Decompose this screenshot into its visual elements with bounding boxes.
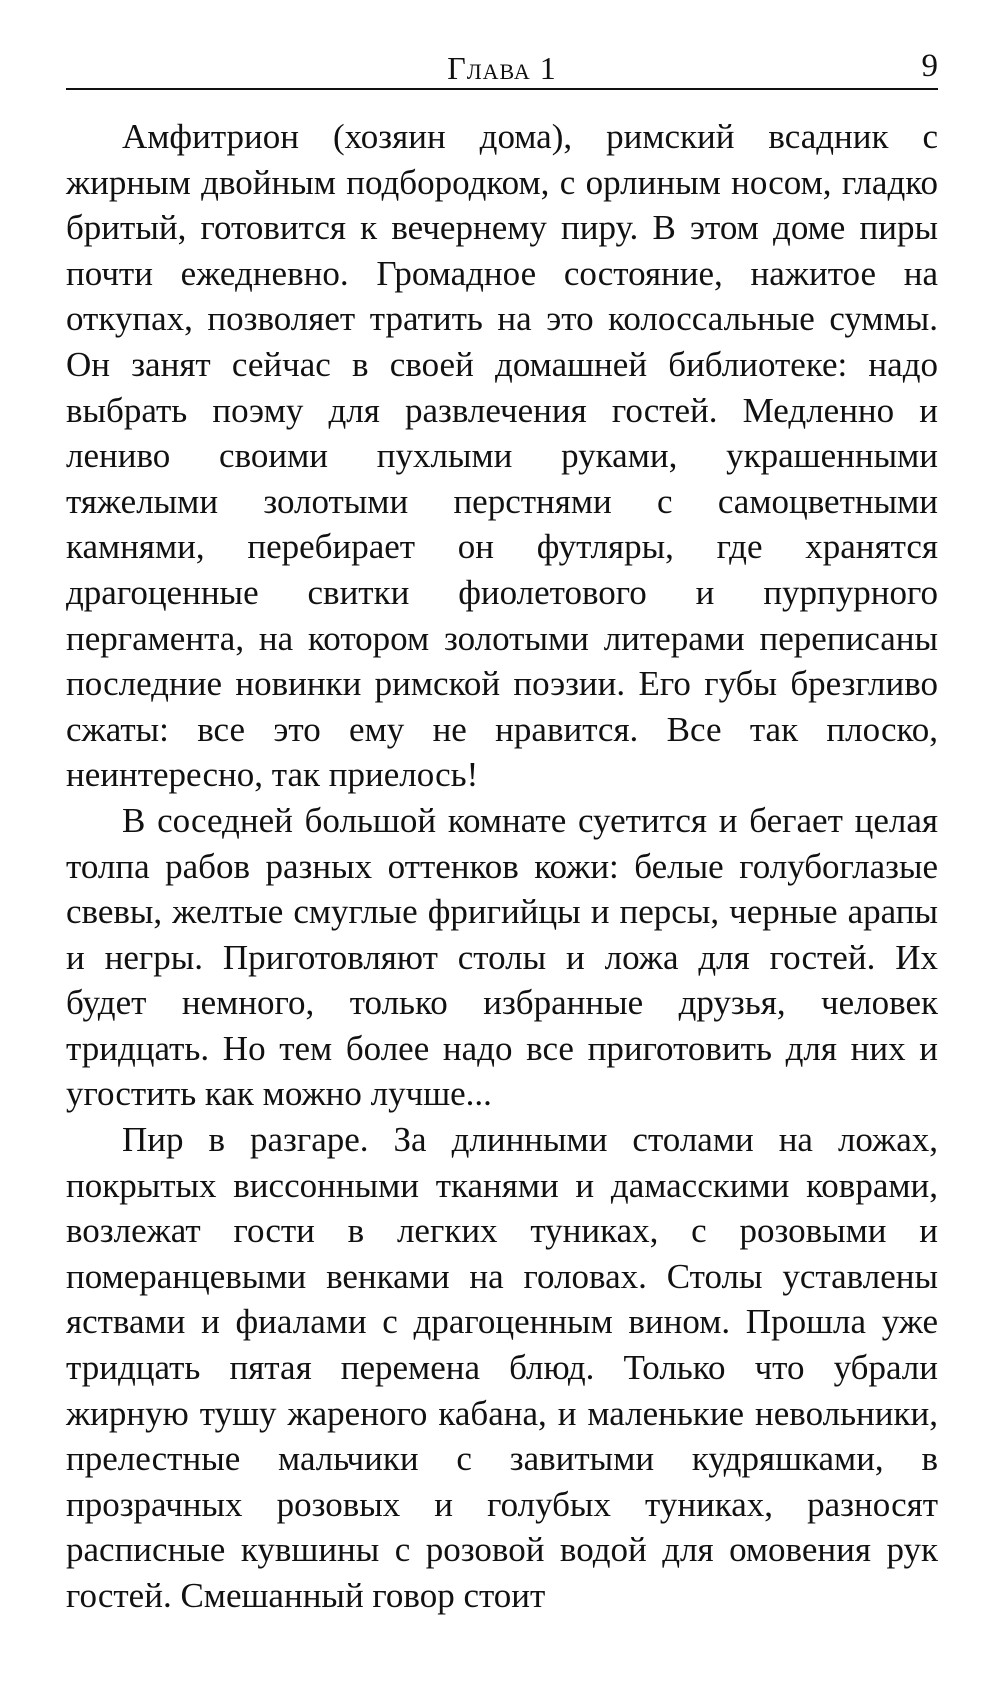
chapter-title: Глава 1	[447, 50, 557, 86]
book-page	[66, 40, 938, 1619]
paragraph-1: Амфитрион (хозяин дома), римский всадник с жирным двойным подбородком, с орлиным носом, гладко бритый, готовится к вечернему пиру. В этом доме пиры почти ежедневно. Громадное состояние, нажитое на откупах, позволяет тратить на это колоссальные суммы. Он занят сейчас в своей домашней библиотеке: надо выбрать поэму для развлечения гостей. Медленно и лениво своими пухлыми руками, украшенными тяжелыми золотыми перстнями с самоцветными камнями, перебирает он футляры, где хранятся драгоценные свитки фиолетового и пурпурного пергамента, на котором золотыми литерами переписаны последние новинки римской поэзии. Его губы брезгливо сжаты: все это ему не нравится. Все так плоско, неинтересно, так приелось!	[66, 117, 938, 795]
paragraph-3: Пир в разгаре. За длинными столами на ложах, покрытых виссонными тканями и дамасскими коврами, возлежат гости в легких туниках, с розовыми и померанцевыми венками на головах. Столы уставлены яствами и фиалами с драгоценным вином. Прошла уже тридцать пятая перемена блюд. Только что убрали жирную тушу жареного кабана, и маленькие невольники, прелестные мальчики с завитыми кудряшками, в прозрачных розовых и голубых туниках, разносят расписные кувшины с розовой водой для омовения рук гостей. Смешанный говор стоит	[66, 1120, 938, 1615]
body-text	[66, 114, 938, 1619]
paragraph-2: В соседней большой комнате суетится и бегает целая толпа рабов разных оттенков кожи: белые голубоглазые свевы, желтые смуглые фригийцы и персы, черные арапы и негры. Приготовляют столы и ложа для гостей. Их будет немного, только избранные друзья, человек тридцать. Но тем более надо все приготовить для них и угостить как можно лучше...	[66, 800, 938, 1114]
page-number: 9	[921, 48, 938, 84]
running-header	[66, 40, 938, 90]
